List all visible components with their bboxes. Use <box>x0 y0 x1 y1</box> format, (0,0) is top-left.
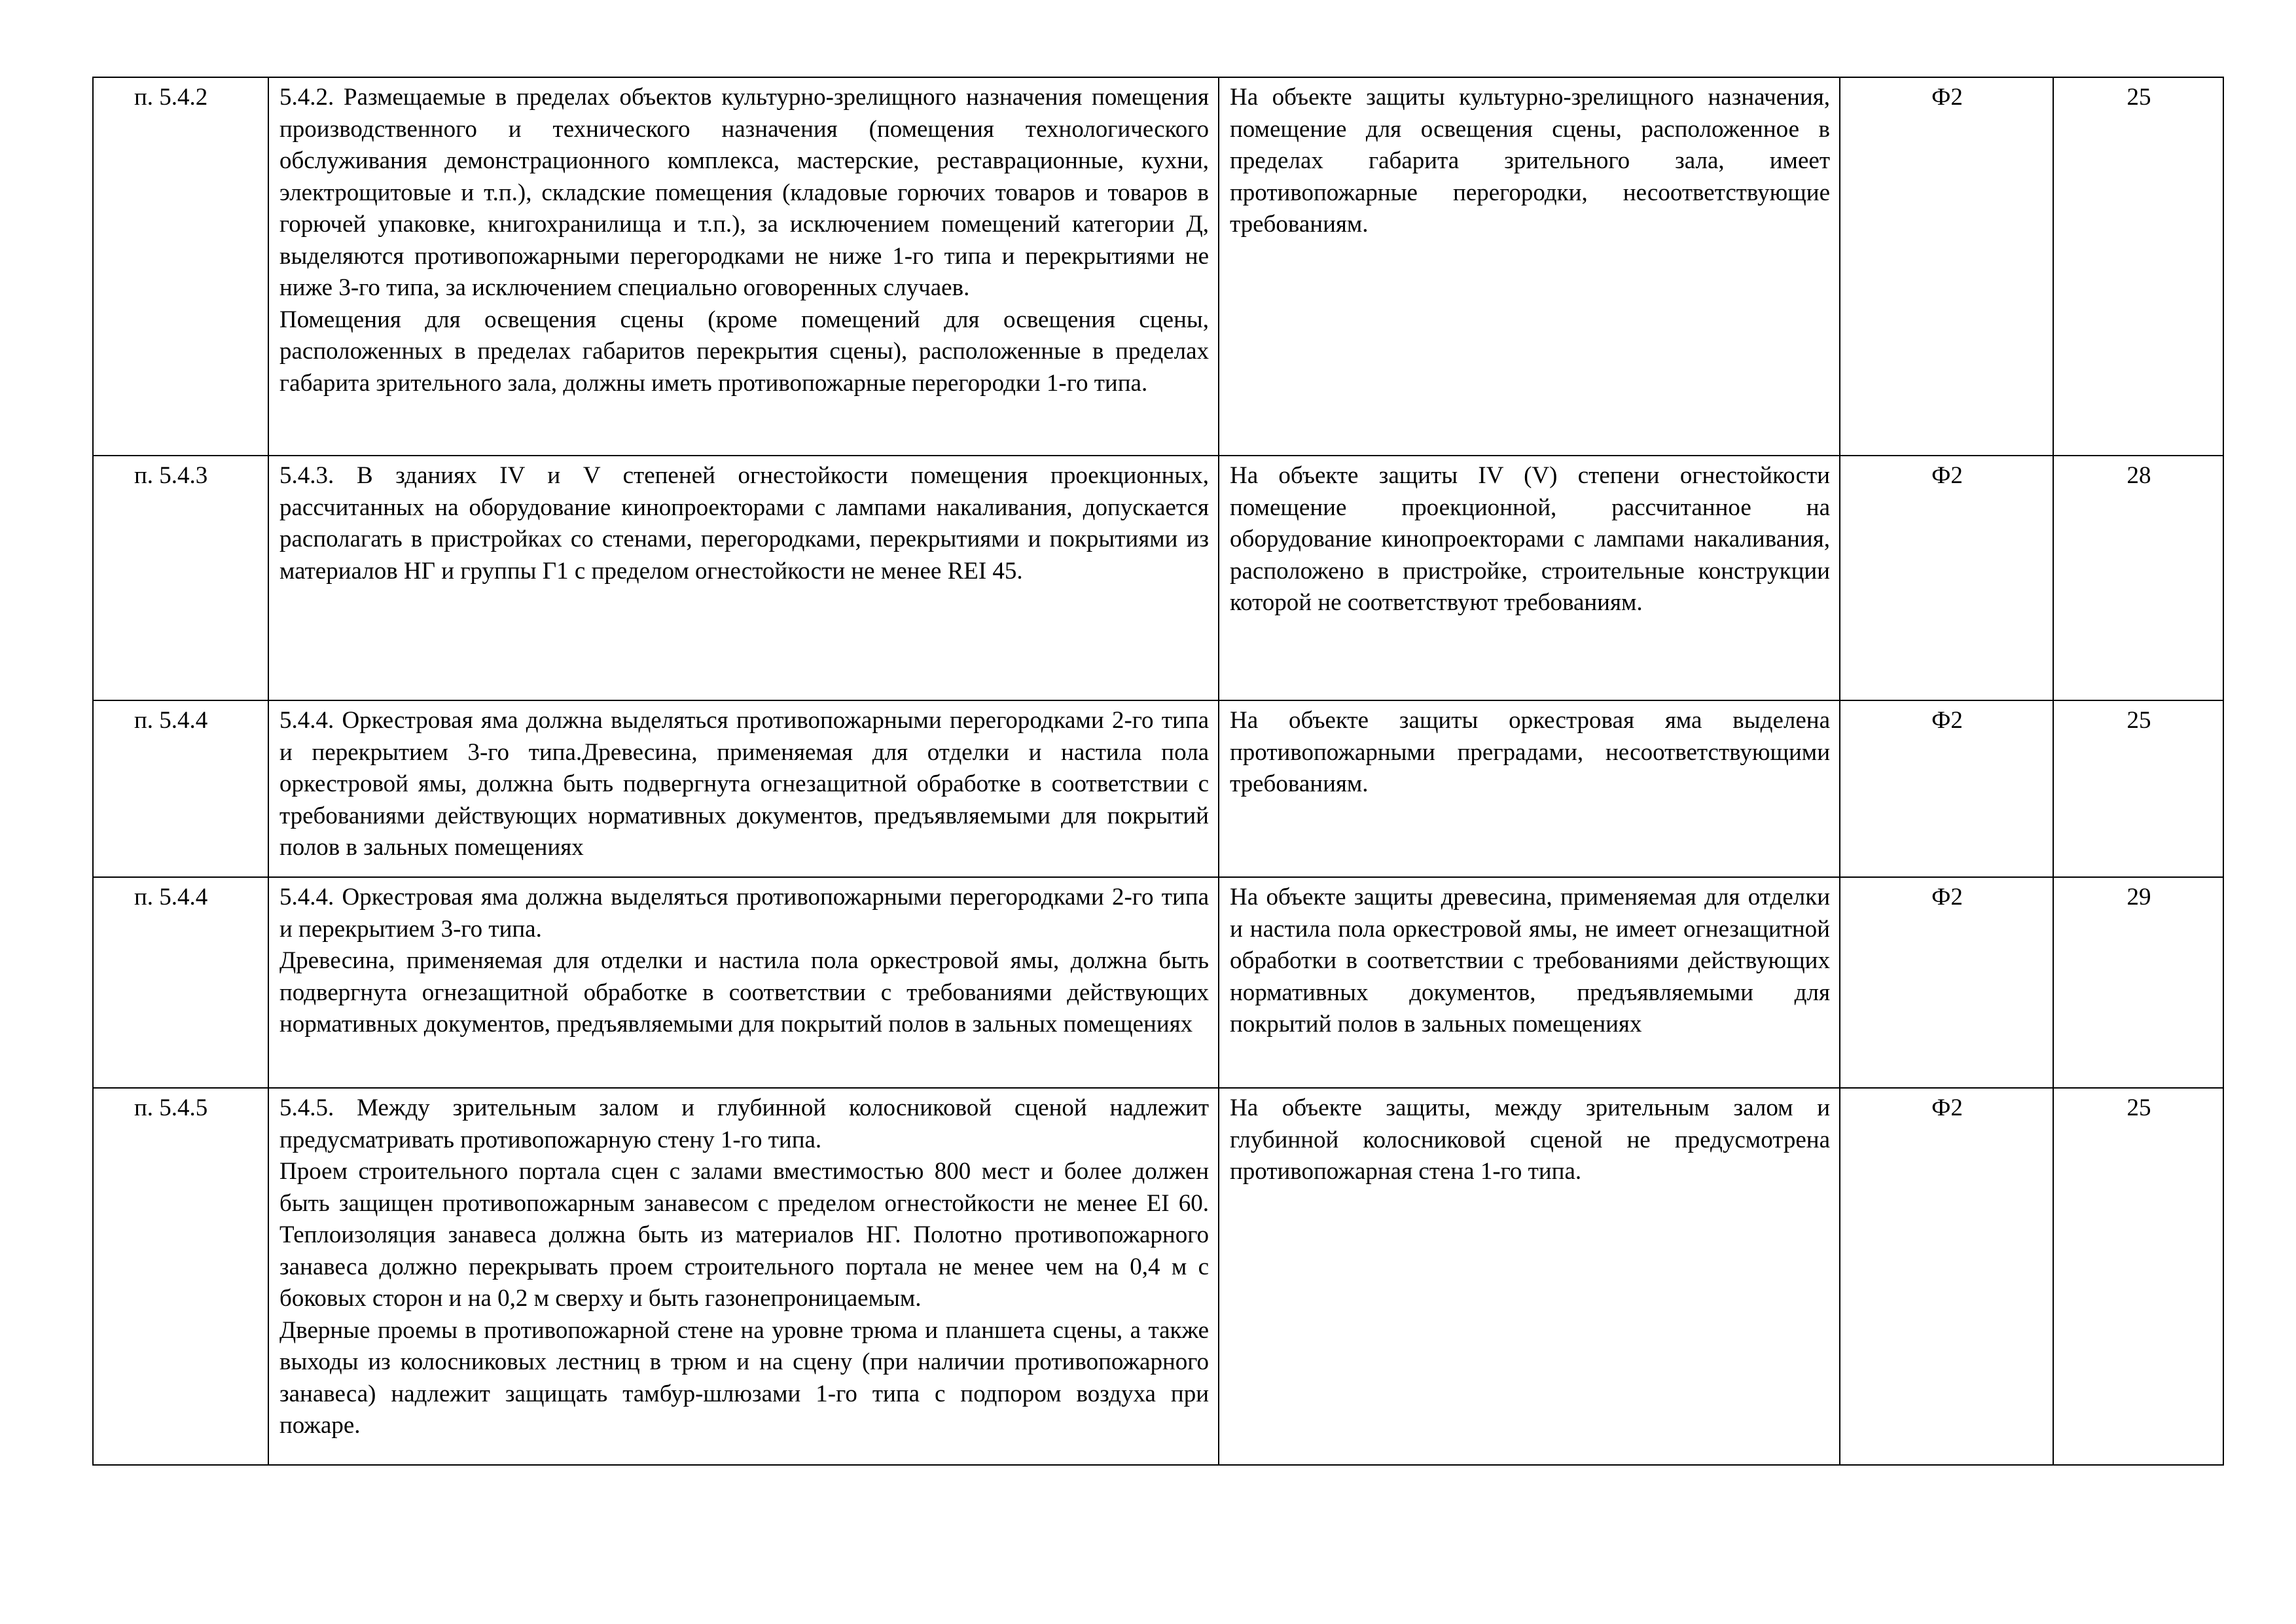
requirement-cell <box>268 77 1219 456</box>
requirement-paragraph: 5.4.5. Между зрительным залом и глубинной колосниковой сценой надлежит предусматривать противопожарную стену 1-го типа. <box>279 1094 1209 1153</box>
class-cell: Ф2 <box>1840 456 2053 700</box>
number-cell: 25 <box>2053 1088 2223 1465</box>
number-cell: 25 <box>2053 77 2223 456</box>
number-cell: 28 <box>2053 456 2223 700</box>
requirement-cell <box>268 1088 1219 1465</box>
clause-cell: п. 5.4.2 <box>93 77 268 456</box>
requirement-paragraph: 5.4.3. В зданиях IV и V степеней огнестойкости помещения проекционных, рассчитанных на оборудование кинопроекторами с лампами накаливания, допускается располагать в пристройках со стенами, перегородками, перекрытиями и покрытиями из материалов НГ и группы Г1 с пределом огнестойкости не менее REI 45. <box>279 462 1209 585</box>
class-cell: Ф2 <box>1840 877 2053 1088</box>
violation-cell: На объекте защиты древесина, применяемая для отделки и настила пола оркестровой ямы, не имеет огнезащитной обработки в соответствии с требованиями действующих нормативных документов, предъявляемыми для покрытий полов в зальных помещениях <box>1219 877 1840 1088</box>
table-row <box>93 700 2223 877</box>
clause-cell: п. 5.4.5 <box>93 1088 268 1465</box>
requirement-paragraph: 5.4.4. Оркестровая яма должна выделяться противопожарными перегородками 2-го типа и перекрытием 3-го типа.Древесина, применяемая для отделки и настила пола оркестровой ямы, должна быть подвергнута огнезащитной обработке в соответствии с требованиями действующих нормативных документов, предъявляемыми для покрытий полов в зальных помещениях <box>279 707 1209 861</box>
requirement-paragraph: Древесина, применяемая для отделки и настила пола оркестровой ямы, должна быть подвергнута огнезащитной обработке в соответствии с требованиями действующих нормативных документов, предъявляемыми для покрытий полов в зальных помещениях <box>279 947 1209 1038</box>
class-cell: Ф2 <box>1840 1088 2053 1465</box>
requirement-paragraph: Дверные проемы в противопожарной стене на уровне трюма и планшета сцены, а также выходы из колосниковых лестниц в трюм и на сцену (при наличии противопожарного занавеса) надлежит защищать тамбур-шлюзами 1-го типа с подпором воздуха при пожаре. <box>279 1316 1209 1439</box>
requirement-cell <box>268 700 1219 877</box>
requirement-paragraph: 5.4.4. Оркестровая яма должна выделяться противопожарными перегородками 2-го типа и перекрытием 3-го типа. <box>279 884 1209 943</box>
number-cell: 29 <box>2053 877 2223 1088</box>
violation-cell: На объекте защиты IV (V) степени огнестойкости помещение проекционной, рассчитанное на оборудование кинопроекторами с лампами накаливания, расположено в пристройке, строительные конструкции которой не соответствуют требованиям. <box>1219 456 1840 700</box>
class-cell: Ф2 <box>1840 77 2053 456</box>
table-row <box>93 1088 2223 1465</box>
table-row <box>93 877 2223 1088</box>
requirements-table <box>92 77 2224 1466</box>
requirement-paragraph: Помещения для освещения сцены (кроме помещений для освещения сцены, расположенных в пределах габаритов перекрытия сцены), расположенные в пределах габарита зрительного зала, должны иметь противопожарные перегородки 1-го типа. <box>279 306 1209 397</box>
requirement-paragraph: 5.4.2. Размещаемые в пределах объектов культурно-зрелищного назначения помещения производственного и технического назначения (помещения технологического обслуживания демонстрационного комплекса, мастерские, реставрационные, кухни, электрощитовые и т.п.), складские помещения (кладовые горючих товаров и товаров в горючей упаковке, книгохранилища и т.п.), за исключением помещений категории Д, выделяются противопожарными перегородками не ниже 1-го типа и перекрытиями не ниже 3-го типа, за исключением специально оговоренных случаев. <box>279 84 1209 301</box>
requirement-paragraph: Проем строительного портала сцен с залами вместимостью 800 мест и более должен быть защищен противопожарным занавесом с пределом огнестойкости не менее EI 60. Теплоизоляция занавеса должна быть из материалов НГ. Полотно противопожарного занавеса должно перекрывать проем строительного портала не менее чем на 0,4 м с боковых сторон и на 0,2 м сверху и быть газонепроницаемым. <box>279 1158 1209 1312</box>
table-row <box>93 456 2223 700</box>
clause-cell: п. 5.4.4 <box>93 877 268 1088</box>
violation-cell: На объекте защиты, между зрительным залом и глубинной колосниковой сценой не предусмотрена противопожарная стена 1-го типа. <box>1219 1088 1840 1465</box>
requirement-cell <box>268 456 1219 700</box>
table-row <box>93 77 2223 456</box>
number-cell: 25 <box>2053 700 2223 877</box>
clause-cell: п. 5.4.4 <box>93 700 268 877</box>
violation-cell: На объекте защиты культурно-зрелищного назначения, помещение для освещения сцены, расположенное в пределах габарита зрительного зала, имеет противопожарные перегородки, несоответствующие требованиям. <box>1219 77 1840 456</box>
clause-cell: п. 5.4.3 <box>93 456 268 700</box>
violation-cell: На объекте защиты оркестровая яма выделена противопожарными преградами, несоответствующими требованиям. <box>1219 700 1840 877</box>
requirement-cell <box>268 877 1219 1088</box>
class-cell: Ф2 <box>1840 700 2053 877</box>
